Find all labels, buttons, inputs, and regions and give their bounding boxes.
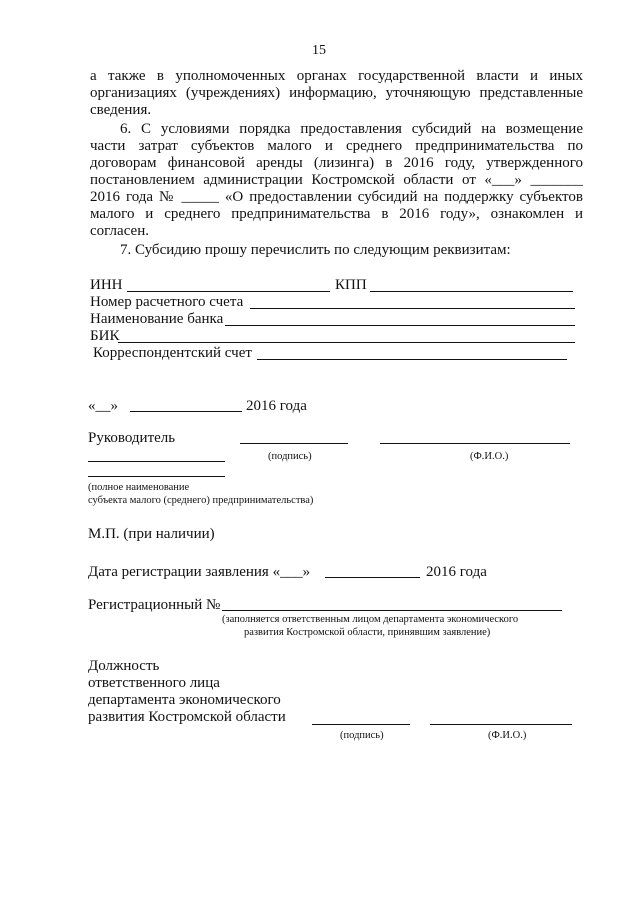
paragraph-line: 2016 года № _____ «О предоставлении субсидий на поддержку субъектов xyxy=(90,189,583,205)
head-signature-caption: (подпись) xyxy=(268,451,312,462)
head-fio-caption: (Ф.И.О.) xyxy=(470,451,509,462)
official-position: департамента экономического xyxy=(88,692,281,708)
date-field[interactable] xyxy=(130,411,242,412)
paragraph-line: а также в уполномоченных органах государственной власти и иных xyxy=(90,68,583,84)
registration-number-label: Регистрационный № xyxy=(88,597,221,613)
account-label: Номер расчетного счета xyxy=(90,294,244,310)
bank-label: Наименование банка xyxy=(90,311,224,327)
bik-field[interactable] xyxy=(118,342,575,343)
registration-date-field[interactable] xyxy=(325,577,420,578)
registration-number-field[interactable] xyxy=(222,610,562,611)
official-position: развития Костромской области xyxy=(88,709,286,725)
official-signature-field[interactable] xyxy=(312,724,410,725)
page-number: 15 xyxy=(312,43,326,58)
corr-account-label: Корреспондентский счет xyxy=(93,345,252,361)
inn-field[interactable] xyxy=(127,291,330,292)
stamp-text: М.П. (при наличии) xyxy=(88,526,215,542)
fullname-caption: (полное наименование xyxy=(88,482,190,493)
official-position: Должность xyxy=(88,658,160,674)
fullname-field-1[interactable] xyxy=(88,461,225,462)
paragraph-line: части затрат субъектов малого и среднего предпринимательства по xyxy=(90,138,583,154)
kpp-field[interactable] xyxy=(370,291,573,292)
official-fio-caption: (Ф.И.О.) xyxy=(488,730,527,741)
registration-date-label: Дата регистрации заявления «___» xyxy=(88,564,311,580)
bik-label: БИК xyxy=(90,328,120,344)
head-signature-field[interactable] xyxy=(240,443,348,444)
corr-account-field[interactable] xyxy=(257,359,567,360)
official-signature-caption: (подпись) xyxy=(340,730,384,741)
paragraph-line: 7. Субсидию прошу перечислить по следующим реквизитам: xyxy=(120,242,511,258)
date-open: «__» xyxy=(88,398,118,414)
paragraph-line: согласен. xyxy=(90,223,149,239)
fullname-field-2[interactable] xyxy=(88,476,225,477)
paragraph-line: сведения. xyxy=(90,102,152,118)
paragraph-line: малого и среднего предпринимательства в 2016 году», ознакомлен и xyxy=(90,206,583,222)
date-year: 2016 года xyxy=(246,398,307,414)
registration-note: развития Костромской области, принявшим заявление) xyxy=(244,627,491,638)
paragraph-line: 6. С условиями порядка предоставления субсидий на возмещение xyxy=(120,121,583,137)
account-field[interactable] xyxy=(250,308,575,309)
bank-field[interactable] xyxy=(225,325,575,326)
paragraph-line: договорам финансовой аренды (лизинга) в 2016 году, утвержденного xyxy=(90,155,583,171)
kpp-label: КПП xyxy=(335,277,367,293)
paragraph-line: организациях (учреждениях) информацию, уточняющую представленные xyxy=(90,85,583,101)
inn-label: ИНН xyxy=(90,277,123,293)
registration-date-year: 2016 года xyxy=(426,564,487,580)
official-fio-field[interactable] xyxy=(430,724,572,725)
head-fio-field[interactable] xyxy=(380,443,570,444)
registration-note: (заполняется ответственным лицом департамента экономического xyxy=(222,614,519,625)
paragraph-line: постановлением администрации Костромской области от «___» _______ xyxy=(90,172,583,188)
head-label: Руководитель xyxy=(88,430,176,446)
fullname-caption: субъекта малого (среднего) предпринимательства) xyxy=(88,495,314,506)
official-position: ответственного лица xyxy=(88,675,220,691)
